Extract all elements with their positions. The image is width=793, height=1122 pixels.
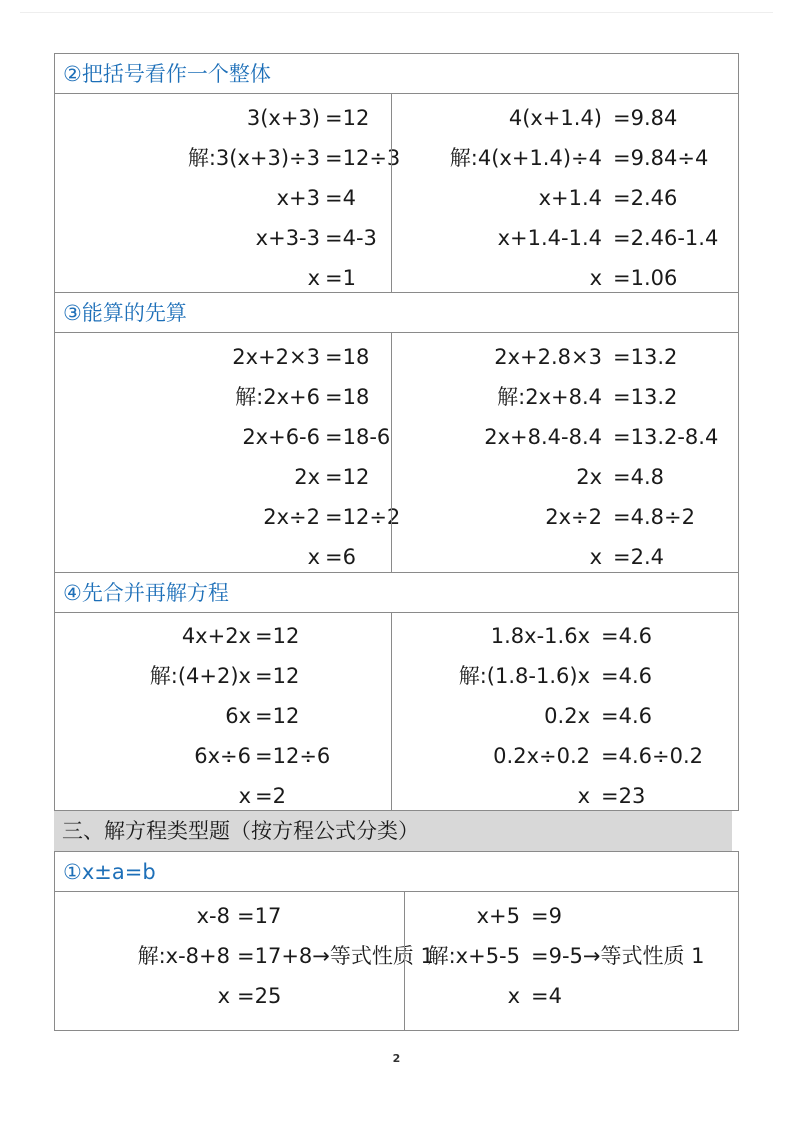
equation-lhs: x xyxy=(307,266,320,290)
equation-rhs: =12 xyxy=(255,664,300,688)
equation-rhs: =4.6 xyxy=(601,624,652,648)
section-heading: ④先合并再解方程 xyxy=(55,573,738,613)
equation-rhs: =4 xyxy=(531,984,562,1008)
equation-rhs: =23 xyxy=(601,784,646,808)
top-rule xyxy=(20,12,773,13)
equation-lhs: x+1.4 xyxy=(538,186,602,210)
equation-lhs: 解:x+5-5 xyxy=(427,944,520,968)
equation-rhs: =2 xyxy=(255,784,286,808)
equation-rhs: =9-5→等式性质 1 xyxy=(531,944,705,968)
equation-lhs: 2x+2×3 xyxy=(232,345,320,369)
equation-lhs: 4x+2x xyxy=(181,624,251,648)
equation-lhs: x xyxy=(577,784,590,808)
right-column xyxy=(391,94,738,292)
equation-lhs: x xyxy=(507,984,520,1008)
equation-rhs: =13.2 xyxy=(613,385,678,409)
equation-lhs: x+5 xyxy=(476,904,520,928)
equation-rhs: =12÷2 xyxy=(325,505,401,529)
equation-lhs: x xyxy=(589,545,602,569)
equation-lhs: 2x÷2 xyxy=(263,505,320,529)
equation-rhs: =12÷3 xyxy=(325,146,401,170)
right-column xyxy=(391,333,738,572)
equation-lhs: 6x÷6 xyxy=(194,744,251,768)
equation-lhs: 2x÷2 xyxy=(545,505,602,529)
equation-lhs: 1.8x-1.6x xyxy=(490,624,590,648)
equation-lhs: x xyxy=(589,266,602,290)
right-column xyxy=(404,892,738,1031)
section-heading: ①x±a=b xyxy=(55,852,738,892)
equation-rhs: =9.84 xyxy=(613,106,678,130)
equation-rhs: =17+8→等式性质 1 xyxy=(237,944,434,968)
equation-rhs: =4 xyxy=(325,186,356,210)
equation-lhs: 解:x-8+8 xyxy=(137,944,230,968)
equation-rhs: =4.6 xyxy=(601,704,652,728)
equation-rhs: =12 xyxy=(325,465,370,489)
equation-lhs: 2x xyxy=(294,465,320,489)
equation-rhs: =18-6 xyxy=(325,425,391,449)
equation-lhs: 解:2x+8.4 xyxy=(497,385,602,409)
section-x-plus-minus-a xyxy=(54,851,739,1031)
page-number: 2 xyxy=(392,1052,401,1065)
equation-rhs: =12 xyxy=(325,106,370,130)
section-combine-first xyxy=(54,573,739,811)
section-heading: ②把括号看作一个整体 xyxy=(55,54,738,94)
equation-rhs: =18 xyxy=(325,385,370,409)
equation-lhs: x+3-3 xyxy=(255,226,320,250)
left-column xyxy=(55,892,434,1031)
equation-rhs: =1 xyxy=(325,266,356,290)
equation-rhs: =2.46-1.4 xyxy=(613,226,719,250)
equation-lhs: 解:(4+2)x xyxy=(149,664,251,688)
equation-lhs: 3(x+3) xyxy=(246,106,320,130)
section-bracket-whole xyxy=(54,53,739,293)
right-column xyxy=(391,613,738,810)
equation-lhs: 0.2x xyxy=(544,704,590,728)
equation-lhs: 6x xyxy=(225,704,251,728)
equation-lhs: x+1.4-1.4 xyxy=(497,226,602,250)
equation-rhs: =4-3 xyxy=(325,226,377,250)
left-column xyxy=(55,94,401,292)
equation-rhs: =4.8÷2 xyxy=(613,505,695,529)
equation-rhs: =4.8 xyxy=(613,465,664,489)
equation-lhs: x xyxy=(238,784,251,808)
equation-rhs: =6 xyxy=(325,545,356,569)
equation-lhs: 解:4(x+1.4)÷4 xyxy=(449,146,602,170)
equation-lhs: x-8 xyxy=(196,904,230,928)
part-title: 三、解方程类型题（按方程公式分类） xyxy=(54,811,732,851)
equation-lhs: 解:(1.8-1.6)x xyxy=(458,664,590,688)
equation-rhs: =12 xyxy=(255,704,300,728)
equation-rhs: =9.84÷4 xyxy=(613,146,709,170)
equation-lhs: 2x xyxy=(576,465,602,489)
equation-rhs: =1.06 xyxy=(613,266,678,290)
equation-rhs: =18 xyxy=(325,345,370,369)
equation-lhs: 0.2x÷0.2 xyxy=(493,744,590,768)
section-heading: ③能算的先算 xyxy=(55,293,738,333)
equation-lhs: 解:2x+6 xyxy=(235,385,320,409)
equation-rhs: =4.6÷0.2 xyxy=(601,744,703,768)
equation-lhs: x xyxy=(217,984,230,1008)
equation-rhs: =4.6 xyxy=(601,664,652,688)
equation-rhs: =13.2 xyxy=(613,345,678,369)
equation-rhs: =12 xyxy=(255,624,300,648)
equation-rhs: =12÷6 xyxy=(255,744,331,768)
equation-rhs: =25 xyxy=(237,984,282,1008)
equation-lhs: x+3 xyxy=(276,186,320,210)
equation-lhs: x xyxy=(307,545,320,569)
equation-rhs: =17 xyxy=(237,904,282,928)
equation-rhs: =13.2-8.4 xyxy=(613,425,719,449)
equation-lhs: 4(x+1.4) xyxy=(508,106,602,130)
equation-lhs: 2x+8.4-8.4 xyxy=(484,425,602,449)
equation-lhs: 2x+6-6 xyxy=(242,425,320,449)
left-column xyxy=(55,333,401,572)
equation-rhs: =2.4 xyxy=(613,545,664,569)
equation-rhs: =2.46 xyxy=(613,186,678,210)
equation-lhs: 解:3(x+3)÷3 xyxy=(187,146,320,170)
left-column xyxy=(55,613,391,810)
equation-rhs: =9 xyxy=(531,904,562,928)
equation-lhs: 2x+2.8×3 xyxy=(494,345,602,369)
section-compute-first xyxy=(54,293,739,573)
